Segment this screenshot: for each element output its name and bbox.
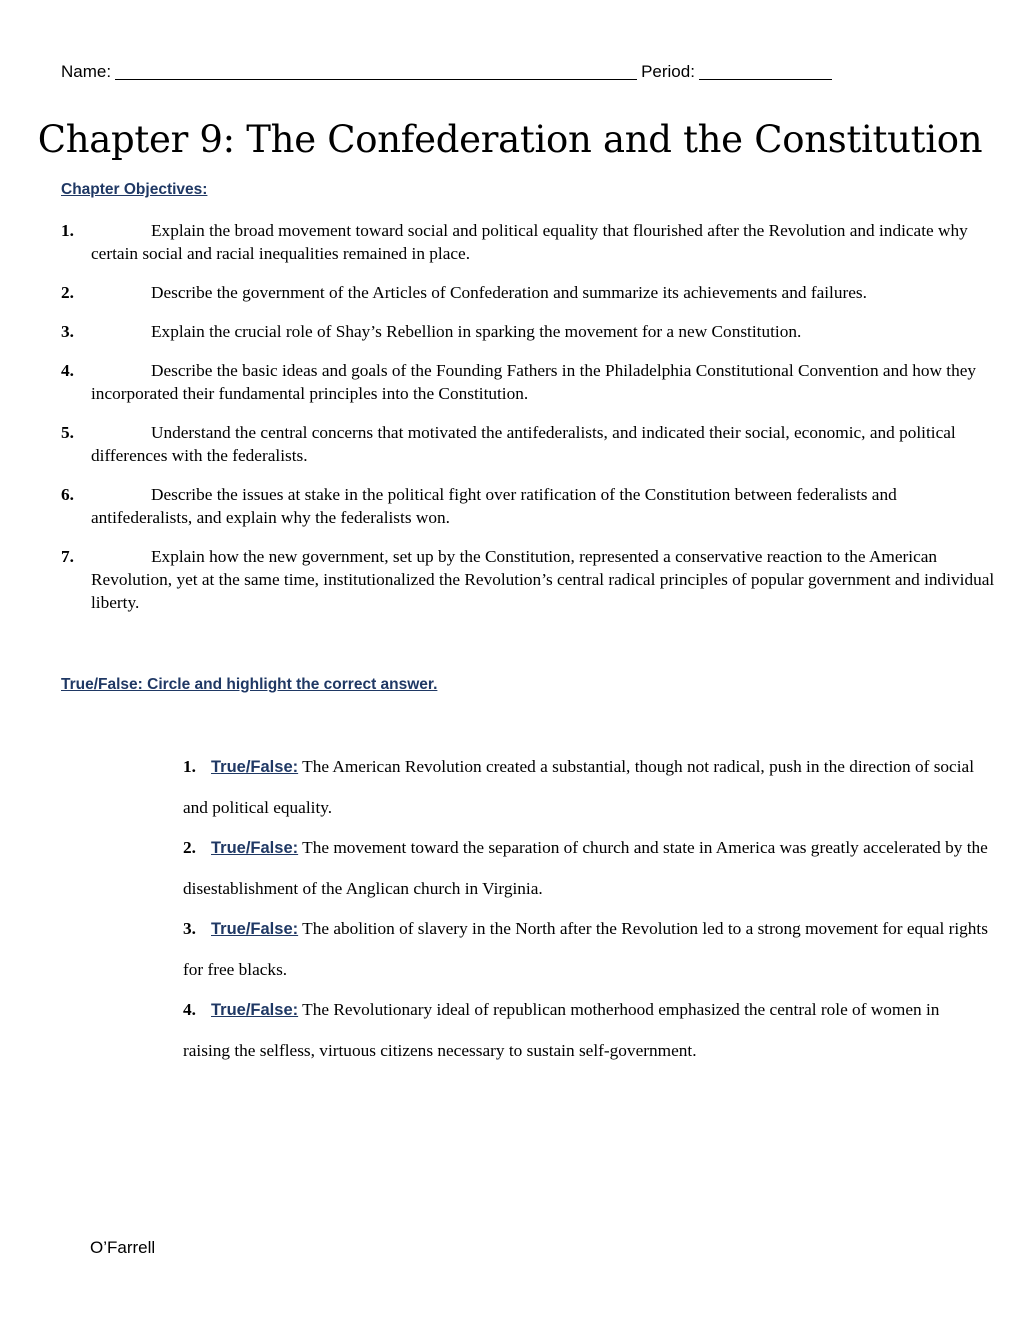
question-continuation: and political equality. <box>183 798 333 817</box>
objectives-heading: Chapter Objectives: <box>61 181 208 198</box>
objective-text: Explain the broad movement toward social and political equality that flourished after the Revolution and indicate why certain social and racial inequalities remained in place. <box>91 221 968 263</box>
question-number: 1. <box>183 757 196 776</box>
question-text: The Revolutionary ideal of republican motherhood emphasized the central role of women in <box>302 1000 940 1019</box>
true-false-question <box>183 917 993 981</box>
period-blank[interactable] <box>699 62 832 80</box>
name-label: Name: <box>61 62 112 81</box>
true-false-heading: True/False: Circle and highlight the correct answer. <box>61 676 438 693</box>
true-false-list <box>183 755 993 1079</box>
objective-item <box>61 219 996 265</box>
objective-number: 5. <box>61 423 74 442</box>
question-number: 4. <box>183 1000 196 1019</box>
objective-item <box>61 545 996 614</box>
student-info-line <box>61 62 832 82</box>
true-false-question <box>183 998 993 1062</box>
question-text: The abolition of slavery in the North after the Revolution led to a strong movement for equal rights <box>302 919 988 938</box>
objectives-list <box>61 219 996 630</box>
question-continuation: for free blacks. <box>183 960 288 979</box>
footer-author: O’Farrell <box>90 1238 156 1257</box>
objective-number: 1. <box>61 221 74 240</box>
objective-number: 7. <box>61 547 74 566</box>
objective-item <box>61 359 996 405</box>
objective-text: Describe the issues at stake in the political fight over ratification of the Constitution between federalists and antifederalists, and explain why the federalists won. <box>91 485 897 527</box>
question-number: 3. <box>183 919 196 938</box>
objective-text: Describe the basic ideas and goals of the Founding Fathers in the Philadelphia Constitutional Convention and how they incorporated their fundamental principles into the Constitution. <box>91 361 977 403</box>
question-number: 2. <box>183 838 196 857</box>
objective-text: Describe the government of the Articles of Confederation and summarize its achievements and failures. <box>151 283 867 302</box>
objective-number: 3. <box>61 322 74 341</box>
question-text: The movement toward the separation of church and state in America was greatly accelerated by the <box>302 838 988 857</box>
true-false-choice[interactable]: True/False: <box>211 839 299 857</box>
name-blank[interactable] <box>115 62 637 80</box>
objective-number: 2. <box>61 283 74 302</box>
question-continuation: raising the selfless, virtuous citizens necessary to sustain self-government. <box>183 1041 697 1060</box>
question-continuation: disestablishment of the Anglican church in Virginia. <box>183 879 543 898</box>
true-false-choice[interactable]: True/False: <box>211 920 299 938</box>
objective-item <box>61 421 996 467</box>
question-text: The American Revolution created a substantial, though not radical, push in the direction of social <box>302 757 974 776</box>
true-false-question <box>183 755 993 819</box>
period-label: Period: <box>641 62 695 81</box>
true-false-question <box>183 836 993 900</box>
objective-text: Explain how the new government, set up by the Constitution, represented a conservative reaction to the American Revolution, yet at the same time, institutionalized the Revolution’s central radical principles of popular government and individual liberty. <box>91 547 995 612</box>
objective-text: Understand the central concerns that motivated the antifederalists, and indicated their social, economic, and political differences with the federalists. <box>91 423 956 465</box>
objective-text: Explain the crucial role of Shay’s Rebellion in sparking the movement for a new Constitution. <box>151 322 802 341</box>
true-false-choice[interactable]: True/False: <box>211 1001 299 1019</box>
page-title: Chapter 9: The Confederation and the Constitution <box>37 118 983 161</box>
true-false-choice[interactable]: True/False: <box>211 758 299 776</box>
objective-number: 6. <box>61 485 74 504</box>
objective-item <box>61 320 996 343</box>
objective-item <box>61 281 996 304</box>
objective-number: 4. <box>61 361 74 380</box>
objective-item <box>61 483 996 529</box>
